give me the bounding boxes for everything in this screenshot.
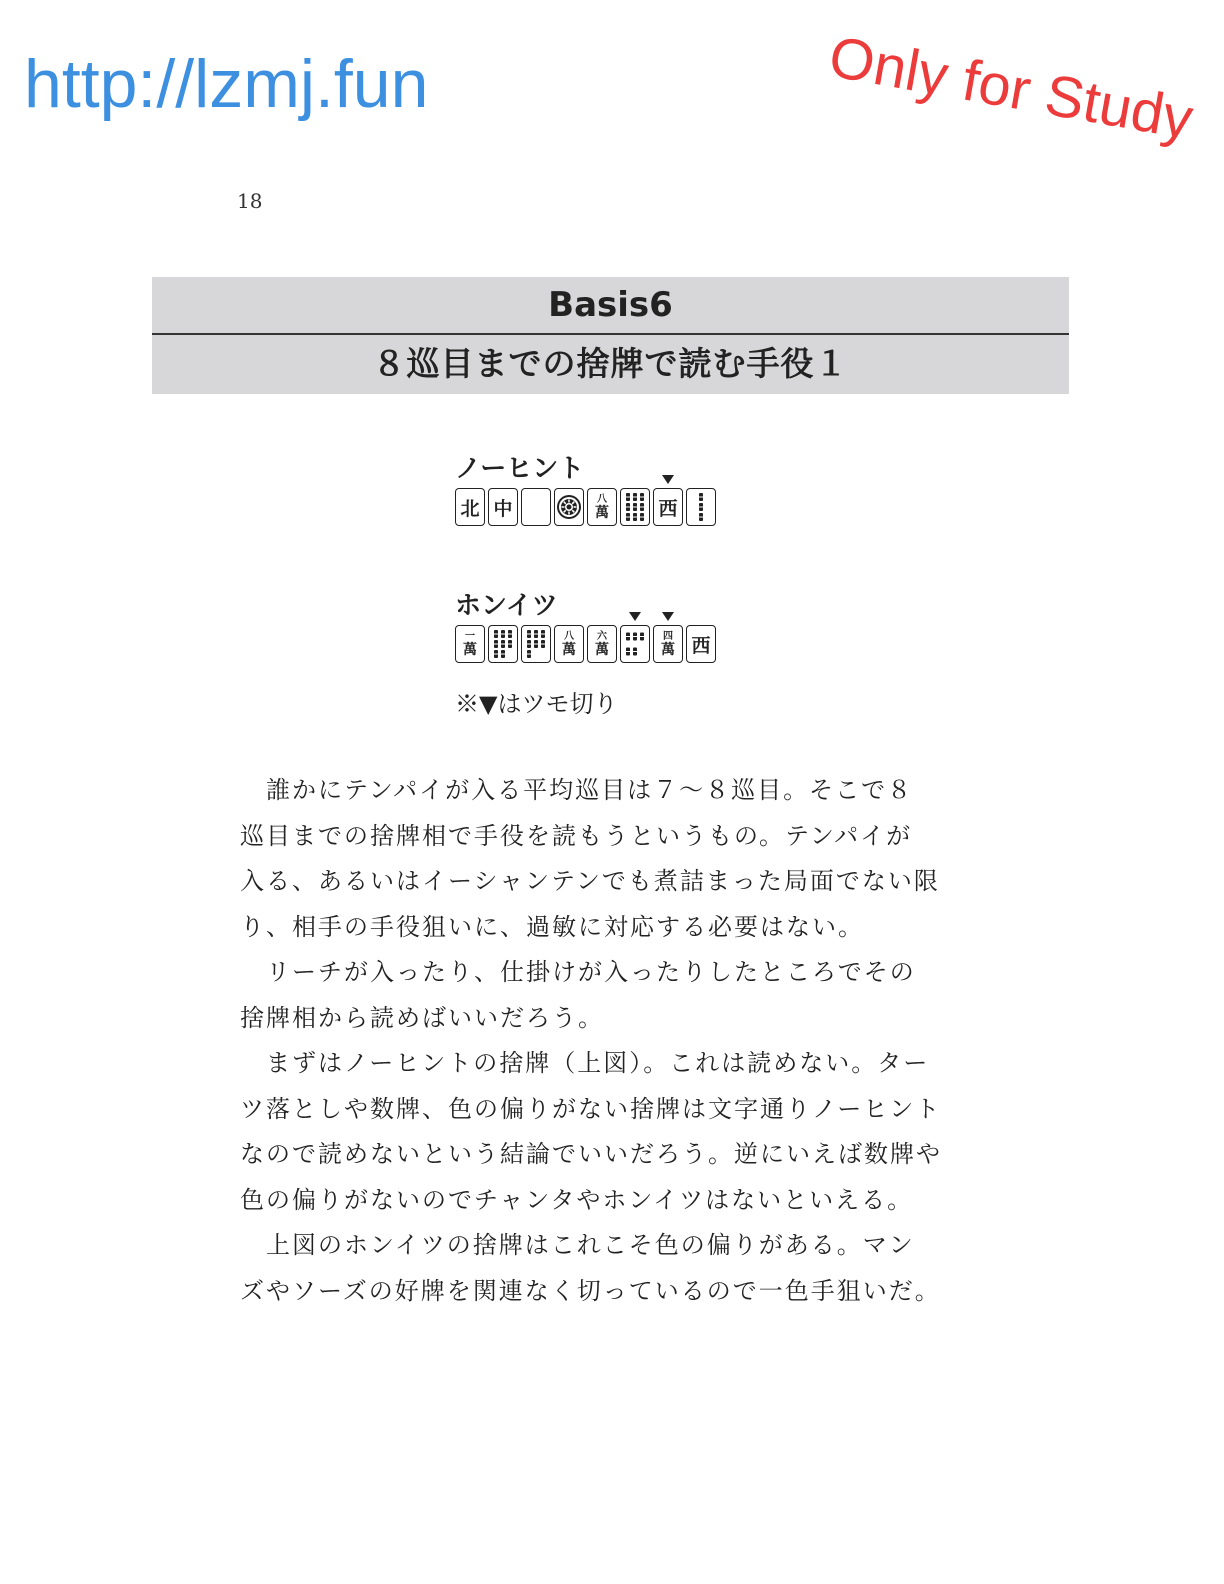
tile-numeral: 八	[597, 493, 607, 505]
body-line: ズやソーズの好牌を関連なく切っているので一色手狙いだ。	[240, 1276, 941, 1305]
body-line: 上図のホンイツの捨牌はこれこそ色の偏りがある。マン	[240, 1231, 915, 1259]
tile-west	[686, 625, 716, 663]
tile-row	[455, 488, 716, 526]
section-title: Basis6	[152, 277, 1069, 335]
section-subtitle: ８巡目までの捨牌で読む手役１	[372, 344, 849, 383]
tile-5-sou	[620, 625, 650, 663]
body-line: 誰かにテンパイが入る平均巡目は７～８巡目。そこで８	[240, 776, 914, 804]
body-line: リーチが入ったり、仕掛けが入ったりしたところでその	[240, 958, 916, 986]
tile-red-dragon	[488, 488, 518, 526]
tile-numeral: 六	[597, 630, 607, 642]
tile-suit: 萬	[463, 641, 477, 658]
tile-8-man	[587, 488, 617, 526]
tile-7-sou	[521, 625, 551, 663]
tile-north	[455, 488, 485, 526]
tsumogiri-note: ※▼はツモ切り	[455, 690, 618, 718]
tile-glyph: 中	[493, 497, 513, 520]
tile-row	[455, 625, 716, 663]
tile-suit: 萬	[661, 641, 675, 658]
tile-numeral: 一	[465, 630, 475, 642]
body-line: 巡目までの捨牌相で手役を読もうというもの。テンパイが	[240, 821, 913, 850]
tile-8-man	[554, 625, 584, 663]
tile-1-man	[455, 625, 485, 663]
tile-6-man	[587, 625, 617, 663]
tsumogiri-marker-icon	[629, 612, 641, 621]
body-line: 色の偏りがないのでチャンタやホンイツはないといえる。	[240, 1185, 914, 1214]
body-line: 入る、あるいはイーシャンテンでも煮詰まった局面でない限	[240, 867, 940, 895]
body-line: ツ落としや数牌、色の偏りがない捨牌は文字通りノーヒント	[240, 1094, 942, 1123]
tile-suit: 萬	[562, 641, 576, 658]
tsumogiri-marker-icon	[662, 612, 674, 621]
example-label: ノーヒント	[455, 454, 585, 484]
tsumogiri-marker-icon	[662, 475, 674, 484]
tile-west	[653, 488, 683, 526]
tile-suit: 萬	[595, 504, 609, 521]
example-label: ホンイツ	[455, 591, 558, 621]
watermark-study: Only for Study	[824, 24, 1198, 152]
tile-9-sou	[620, 488, 650, 526]
body-line: り、相手の手役狙いに、過敏に対応する必要はない。	[240, 912, 864, 941]
tile-1-pin	[554, 488, 584, 526]
tile-8-sou	[488, 625, 518, 663]
watermark-url: http://lzmj.fun	[24, 46, 429, 122]
tile-numeral: 八	[564, 630, 574, 642]
tile-glyph: 北	[460, 497, 480, 520]
tile-suit: 萬	[595, 641, 609, 658]
tile-white-dragon	[521, 488, 551, 526]
bamboo-icon	[524, 628, 548, 660]
title-box	[152, 277, 1069, 394]
body-line: 捨牌相から読めばいいだろう。	[240, 1003, 604, 1032]
bamboo-icon	[623, 491, 647, 523]
body-line: まずはノーヒントの捨牌（上図）。これは読めない。ター	[240, 1049, 930, 1077]
tile-3-sou	[686, 488, 716, 526]
bamboo-icon	[623, 628, 647, 660]
tile-4-man	[653, 625, 683, 663]
page-number: 18	[237, 189, 263, 213]
discard-example-honitsu	[455, 591, 716, 663]
tile-glyph: 西	[691, 634, 711, 657]
discard-example-no-hint	[455, 454, 716, 526]
body-text	[240, 768, 952, 1314]
bamboo-icon	[689, 491, 713, 523]
tile-numeral: 四	[663, 630, 673, 642]
circle-icon	[556, 494, 582, 520]
tile-glyph: 西	[658, 497, 678, 520]
body-line: なので読めないという結論でいいだろう。逆にいえば数牌や	[240, 1140, 942, 1168]
bamboo-icon	[491, 628, 515, 660]
